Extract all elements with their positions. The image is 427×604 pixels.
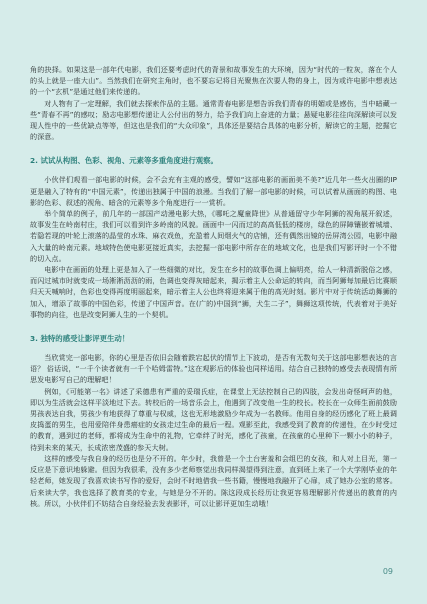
section-spacer bbox=[30, 166, 397, 174]
section-heading-2: 2. 试试从构图、色彩、视角、元素等多重角度进行观察。 bbox=[30, 156, 218, 166]
page-number: 09 bbox=[382, 567, 393, 576]
body-paragraph: 举个简单的例子，前几年的一部国产动漫电影大热，《哪吒之魔童降世》从普通留守少年阿狮的视角展开叙述，故事发生在岭南村庄，我们可以看到许多岭南的风貌。画面中一闪而过的高高低低的楼房，绿色的屏障镶嵌着城墙、若隐若现的叶轮上滚落的晶莹的水珠、麻衣戏鱼，充盈着人间烟火气的店铺，还有偶然出镜的岳屏湾公园，电影中融入大量的岭南元素。地域特色使电影更接近真实，去挖掘一部电影中所存在的地域文化，也是我们写影评时一个不错的切入点。 bbox=[30, 209, 397, 263]
section-spacer bbox=[30, 142, 397, 155]
section-heading-3: 3. 独特的感受让影评更生动！ bbox=[30, 334, 130, 344]
body-paragraph: 小伙伴们观看一部电影的时候，会不会充有主观的感受，譬如“这部电影的画面美不美?”近几年一些火出圈的IP更是融入了特有的“中国元素”，传递出独属于中国的浪漫。当我们了解一部电影的时候，可以试着从画面的构图、电影的色彩、叙述的视角、暗含的元素等多个角度进行一一赏析。 bbox=[30, 175, 397, 207]
body-paragraph: 这样的感受与我自身的经历也是分不开的。年少时，我曾是一个土台害羞和会组巴的女孩，和人对上目光，第一反应是下意识地躲避。但因为我很乖，没有多少老师察觉出我同样渴望得到注意，直到班上来了一个大学刚毕业的年轻老师，她发现了我喜欢读书写作的爱好，会时不时地借我一些书籍，慢慢地我融开了心扉，成了她办公室的常客。后来读大学，我也选择了教育类的专业，与她是分不开的。陈这段成长经历让我更容易理解影片传递出的教育的内核。所以，小伙伴们不妨结合自身经验去发表影评，可以让影评更加生动哦！ bbox=[30, 453, 397, 508]
section-spacer bbox=[30, 320, 397, 333]
body-paragraph: 角的抉择。如果这是一部年代电影，我们还要考虑时代的背景和故事发生的大环境，因为“时代的一粒灰，落在个人的头上就是一座大山”。当然我们在研究主角时，也不要忘记将目光聚焦在次要人物的身上，因为或许电影中想表达的一个“玄机”是通过他们来传递的。 bbox=[30, 65, 397, 97]
body-paragraph: 例如，《可能第一名》讲述了采德患有严重的妥瑞氏症，在课堂上无法控制自己的四肢，会发出奇怪呵声的他，即以为生活就会这样平淡地过下去。转校后的一场音乐会上，他遇到了改变他一生的校长。校长在一众师生面前鼓励男孩表达自我，男孩少有地获得了尊重与权威，这也无形地激励少年成为一名教师。他用自身的经历感化了班上最调皮捣蛋的男生，也用爱陪伴身患癌症的女孩走过生命的最后一程。观影至此，我感受到了教育的传递性，在少时受过的教育，遇到过的老师，都将成为生命中的礼物，它牵绊了时光，感化了孩童，在孩童的心里种下一颗小小的种子，待到未来的某天，长成浓密茂盛的参天大树。 bbox=[30, 386, 397, 452]
body-paragraph: 对人物有了一定理解，我们就去探索作品的主题。通常青春电影是想告诉我们青春的明媚或是感伤，当中暗藏一些“青春不再”的感叹；励志电影想传递让人公付出的努力，给予我们向上奋进的力量；悬疑电影往往向深解读可以发现人性中的一些优缺点等等，但这也是我们的“大众印象”，具体还是要结合具体的电影分析，解读它的主题，挖掘它的深意。 bbox=[30, 98, 397, 142]
section-spacer bbox=[30, 344, 397, 352]
body-paragraph: 当欣赏完一部电影，你的心里是否依旧会随着跌宕起伏的情节上下波动，是否有无数句关于这部电影想表达的言语？ 俗话说，“一千个读者就有一千个哈姆雷特。”这在观影后的体验也同样适用。结合自己独特的感受去表现情有所思发电影写自己的理解吧！ bbox=[30, 353, 397, 385]
body-paragraph: 电影中在画面的处理上更是加入了一些细微的对比，发生在乡村的故事色调上偏明亮，给人一种清新脱俗之感，而闪过城市时就变成一场淅淅沥沥的雨，色调也变得灰暗起来，揭示着主人公命运的转向，而当阿狮每加最后比赛顺归天天喊响时，色彩也变得再度明丽起来，暗示着主人公也终将迎来属于他的高光时刻。影片中对于传统活动舞狮的加入，增添了故事的中国色彩，传递了中国声音。在(广的)中国到“狮，犬生二子”，舞狮这项传统，代表着对于美好事物的向往，也是改变阿狮人生的一个契机。 bbox=[30, 265, 397, 319]
